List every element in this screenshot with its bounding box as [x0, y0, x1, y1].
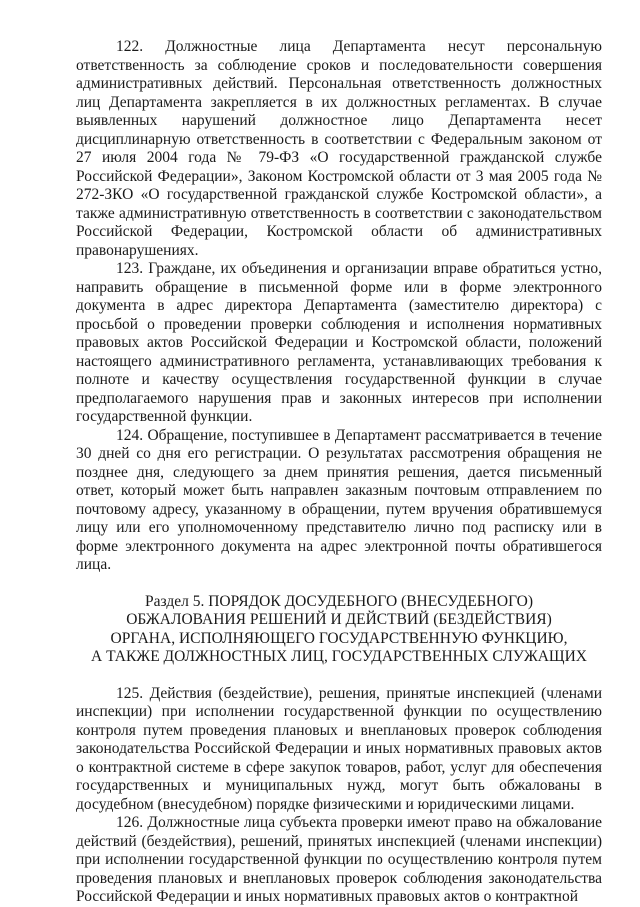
paragraph-122: 122. Должностные лица Департамента несут персональную ответственность за соблюдение сроков и последовательности совершения административных действий. Персональная ответственность должностных лиц Департамента закрепляется в их должностных регламентах. В случае выявленных нарушений должностное лицо Департамента несет дисциплинарную ответственность в соответствии с Федеральным законом от 27 июля 2004 года № 79-ФЗ «О государственной гражданской службе Российской Федерации», Законом Костромской области от 3 мая 2005 года № 272-ЗКО «О государственной гражданской службе Костромской области», а также административную ответственность в соответствии с законодательством Российской Федерации, Костромской области об административных правонарушениях. — [76, 38, 602, 259]
paragraph-126: 126. Должностные лица субъекта проверки имеют право на обжалование действий (бездействия), решений, принятых инспекцией (членами инспекции) при исполнении государственной функции по осуществлению контроля путем проведения плановых и внеплановых проверок соблюдения законодательства Российской Федерации и иных нормативных правовых актов о контрактной — [76, 814, 602, 905]
section-heading-line-3: ОРГАНА, ИСПОЛНЯЮЩЕГО ГОСУДАРСТВЕННУЮ ФУНКЦИЮ, — [110, 629, 568, 647]
paragraph-123: 123. Граждане, их объединения и организации вправе обратиться устно, направить обращение в письменной форме или в форме электронного документа в адрес директора Департамента (заместителю директора) с просьбой о проведении проверки соблюдения и исполнения нормативных правовых актов Российской Федерации и Костромской области, положений настоящего административного регламента, устанавливающих требования к полноте и качеству осуществления государственной функции в случае предполагаемого нарушения прав и законных интересов при исполнении государственной функции. — [76, 260, 602, 425]
spacer — [76, 667, 602, 685]
section-heading-line-4: А ТАКЖЕ ДОЛЖНОСТНЫХ ЛИЦ, ГОСУДАРСТВЕННЫХ СЛУЖАЩИХ — [91, 648, 587, 665]
spacer — [76, 575, 602, 593]
section-heading-line-2: ОБЖАЛОВАНИЯ РЕШЕНИЙ И ДЕЙСТВИЙ (БЕЗДЕЙСТВИЯ) — [126, 611, 552, 628]
section-heading — [76, 593, 602, 667]
section-heading-line-1: Раздел 5. ПОРЯДОК ДОСУДЕБНОГО (ВНЕСУДЕБНОГО) — [145, 592, 533, 610]
paragraph-125: 125. Действия (бездействие), решения, принятые инспекцией (членами инспекции) при исполнении государственной функции по осуществлению контроля путем проведения плановых и внеплановых проверок соблюдения законодательства Российской Федерации и иных нормативных правовых актов о контрактной системе в сфере закупок товаров, работ, услуг для обеспечения государственных и муниципальных нужд, могут быть обжалованы в досудебном (внесудебном) порядке физическими и юридическими лицами. — [76, 684, 602, 813]
paragraph-124: 124. Обращение, поступившее в Департамент рассматривается в течение 30 дней со дня его регистрации. О результатах рассмотрения обращения не позднее дня, следующего за днем принятия решения, дается письменный ответ, который может быть направлен заказным почтовым отправлением по почтовому адресу, указанному в обращении, путем вручения обратившемуся лицу или его уполномоченному представителю лично под расписку или в форме электронного документа на адрес электронной почты обратившегося лица. — [76, 426, 602, 573]
